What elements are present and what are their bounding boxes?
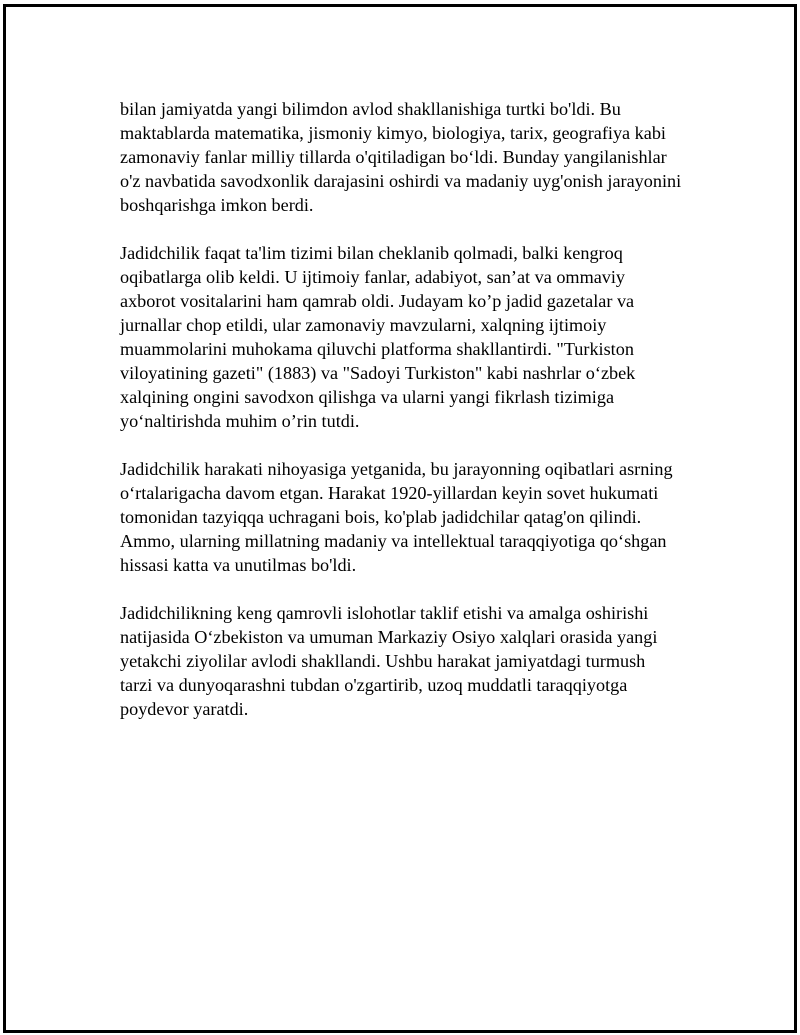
paragraph-line: yo‘naltirishda muhim o’rin tutdi. <box>120 411 360 431</box>
paragraph-line: hissasi katta va unutilmas bo'ldi. <box>120 555 357 575</box>
paragraph-line: Ammo, ularning millatning madaniy va intellektual taraqqiyotiga qo‘shgan <box>120 531 667 551</box>
paragraph-line: jurnallar chop etildi, ular zamonaviy mavzularni, xalqning ijtimoiy <box>120 315 607 335</box>
paragraph-line: xalqining ongini savodxon qilishga va ularni yangi fikrlash tizimiga <box>120 387 615 407</box>
paragraph-line: boshqarishga imkon berdi. <box>120 195 314 215</box>
paragraph-line: Jadidchilik faqat ta'lim tizimi bilan cheklanib qolmadi, balki kengroq <box>120 243 623 263</box>
paragraph-line: poydevor yaratdi. <box>120 699 249 719</box>
paragraph-line: maktablarda matematika, jismoniy kimyo, biologiya, tarix, geografiya kabi <box>120 123 666 143</box>
paragraph-4 <box>120 601 720 721</box>
paragraph-line: Jadidchilik harakati nihoyasiga yetganida, bu jarayonning oqibatlari asrning <box>120 459 673 479</box>
paragraph-line: muammolarini muhokama qiluvchi platforma shakllantirdi. "Turkiston <box>120 339 634 359</box>
paragraph-line: natijasida O‘zbekiston va umuman Markaziy Osiyo xalqlari orasida yangi <box>120 627 658 647</box>
paragraph-line: viloyatining gazeti" (1883) va "Sadoyi Turkiston" kabi nashrlar o‘zbek <box>120 363 636 383</box>
paragraph-line: axborot vositalarini ham qamrab oldi. Judayam ko’p jadid gazetalar va <box>120 291 635 311</box>
paragraph-1 <box>120 97 720 217</box>
paragraph-line: tomonidan tazyiqqa uchragani bois, ko'plab jadidchilar qatag'on qilindi. <box>120 507 642 527</box>
paragraph-line: Jadidchilikning keng qamrovli islohotlar taklif etishi va amalga oshirishi <box>120 603 649 623</box>
paragraph-line: oqibatlarga olib keldi. U ijtimoiy fanlar, adabiyot, san’at va ommaviy <box>120 267 626 287</box>
document-body <box>120 97 720 745</box>
page-frame <box>3 4 797 1033</box>
paragraph-line: tarzi va dunyoqarashni tubdan o'zgartirib, uzoq muddatli taraqqiyotga <box>120 675 628 695</box>
paragraph-line: zamonaviy fanlar milliy tillarda o'qitiladigan bo‘ldi. Bunday yangilanishlar <box>120 147 667 167</box>
paragraph-line: yetakchi ziyolilar avlodi shakllandi. Ushbu harakat jamiyatdagi turmush <box>120 651 646 671</box>
paragraph-line: o‘rtalarigacha davom etgan. Harakat 1920-yillardan keyin sovet hukumati <box>120 483 659 503</box>
paragraph-line: bilan jamiyatda yangi bilimdon avlod shakllanishiga turtki bo'ldi. Bu <box>120 99 621 119</box>
paragraph-line: o'z navbatida savodxonlik darajasini oshirdi va madaniy uyg'onish jarayonini <box>120 171 682 191</box>
paragraph-3 <box>120 457 720 577</box>
paragraph-2 <box>120 241 720 433</box>
